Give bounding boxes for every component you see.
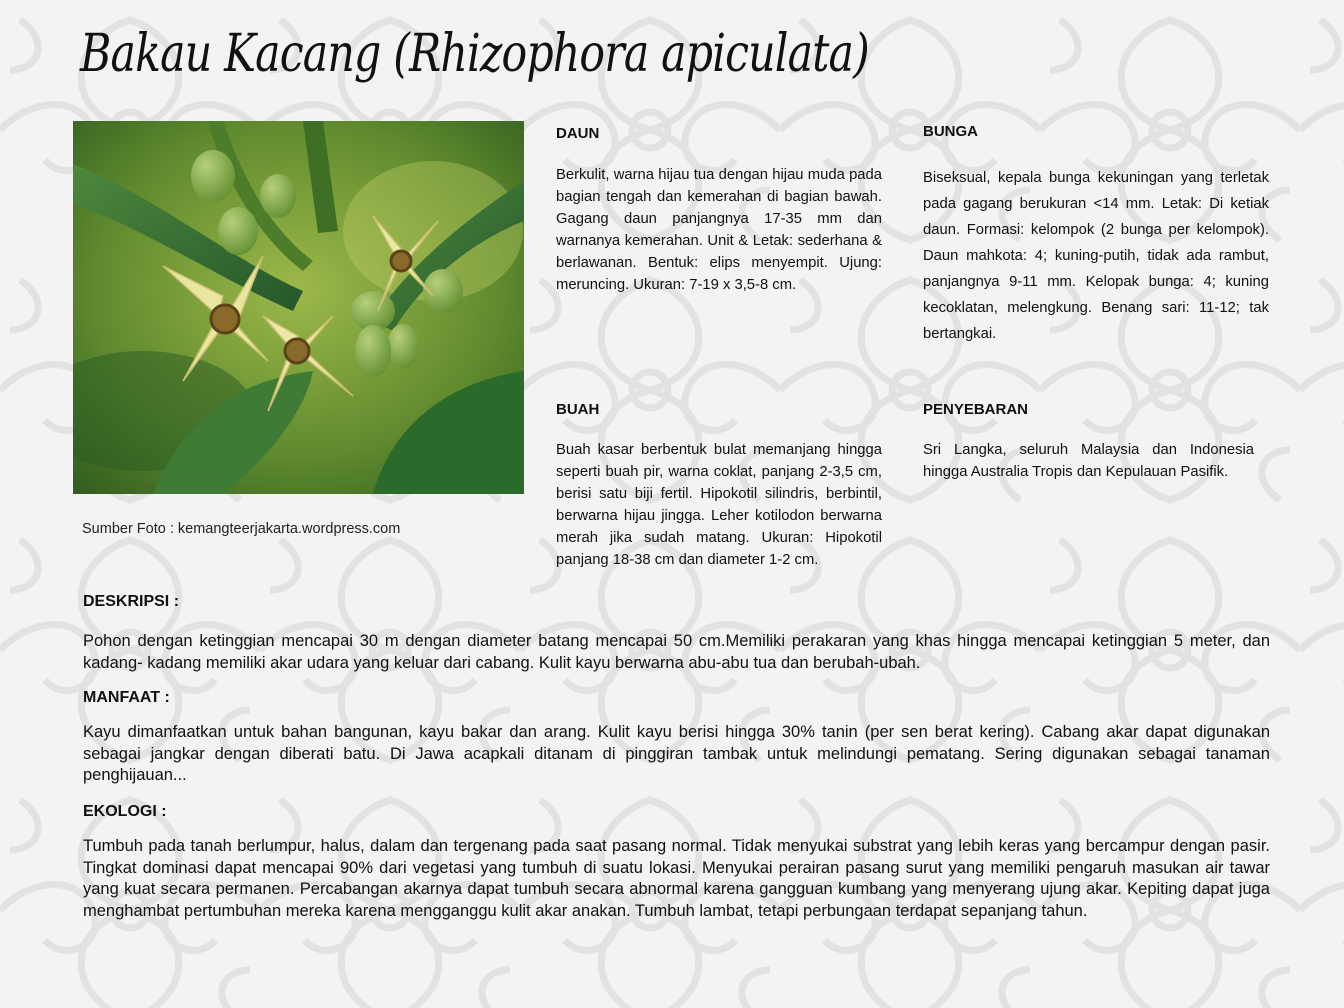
- page-title: Bakau Kacang (Rhizophora apiculata): [80, 24, 869, 84]
- ekologi-text: Tumbuh pada tanah berlumpur, halus, dalam dan tergenang pada saat pasang normal. Tidak menyukai substrat yang lebih keras yang bercampur dengan pasir. Tingkat dominasi dapat mencapai 90% dari vegetasi yang tumbuh di suatu lokasi. Menyukai perairan pasang surut yang memiliki pengaruh masukan air tawar yang kuat secara permanen. Percabangan akarnya dapat tumbuh secara abnormal karena gangguan kumbang yang menyerang ujung akar. Kepiting dapat juga menghambat pertumbuhan mereka karena mengganggu kulit akar anakan. Tumbuh lambat, tetapi perbungaan terdapat sepanjang tahun.: [83, 837, 1270, 920]
- section-heading-penyebaran: PENYEBARAN: [923, 401, 1029, 418]
- deskripsi-text: Pohon dengan ketinggian mencapai 30 m dengan diameter batang mencapai 50 cm.Memiliki perakaran yang khas hingga mencapai ketinggian 5 meter, dan kadang- kadang memiliki akar udara yang keluar dari cabang. Kulit kayu berwarna abu-abu tua dan berubah-ubah.: [83, 632, 1270, 672]
- mangrove-flower-photo: [73, 121, 524, 494]
- photo-credit: Sumber Foto : kemangteerjakarta.wordpress.com: [82, 521, 401, 537]
- section-heading-daun: DAUN: [556, 125, 600, 142]
- section-heading-bunga: BUNGA: [923, 123, 978, 140]
- section-text-bunga: Biseksual, kepala bunga kekuningan yang terletak pada gagang berukuran <14 mm. Letak: Di ketiak daun. Formasi: kelompok (2 bunga per kelompok). Daun mahkota: 4; kuning-putih, tidak ada rambut, panjangnya 9-11 mm. Kelopak bunga: 4; kuning kecoklatan, melengkung. Benang sari: 11-12; tak bertangkai.: [923, 170, 1269, 342]
- manfaat-heading: MANFAAT :: [83, 689, 170, 706]
- manfaat-text: Kayu dimanfaatkan untuk bahan bangunan, kayu bakar dan arang. Kulit kayu berisi hingga 30% tanin (per sen berat kering). Cabang akar dapat digunakan sebagai jangkar dengan diberati batu. Di Jawa acapkali ditanam di pinggiran tambak untuk melindungi pematang. Sering digunakan sebagai tanaman penghijauan...: [83, 723, 1270, 784]
- section-heading-buah: BUAH: [556, 401, 600, 418]
- section-text-penyebaran: Sri Langka, seluruh Malaysia dan Indonesia hingga Australia Tropis dan Kepulauan Pasifik.: [923, 442, 1254, 480]
- deskripsi-heading: DESKRIPSI :: [83, 593, 180, 610]
- section-text-buah: Buah kasar berbentuk bulat memanjang hingga seperti buah pir, warna coklat, panjang 2-3,5 cm, berisi satu biji fertil. Hipokotil silindris, berbintil, berwarna hijau jingga. Leher kotilodon berwarna merah jika sudah matang. Ukuran: Hipokotil panjang 18-38 cm dan diameter 1-2 cm.: [556, 442, 882, 568]
- ekologi-heading: EKOLOGI :: [83, 803, 167, 820]
- section-text-daun: Berkulit, warna hijau tua dengan hijau muda pada bagian tengah dan kemerahan di bagian bawah. Gagang daun panjangnya 17-35 mm dan warnanya kemerahan. Unit & Letak: sederhana & berlawanan. Bentuk: elips menyempit. Ujung: meruncing. Ukuran: 7-19 x 3,5-8 cm.: [556, 167, 882, 293]
